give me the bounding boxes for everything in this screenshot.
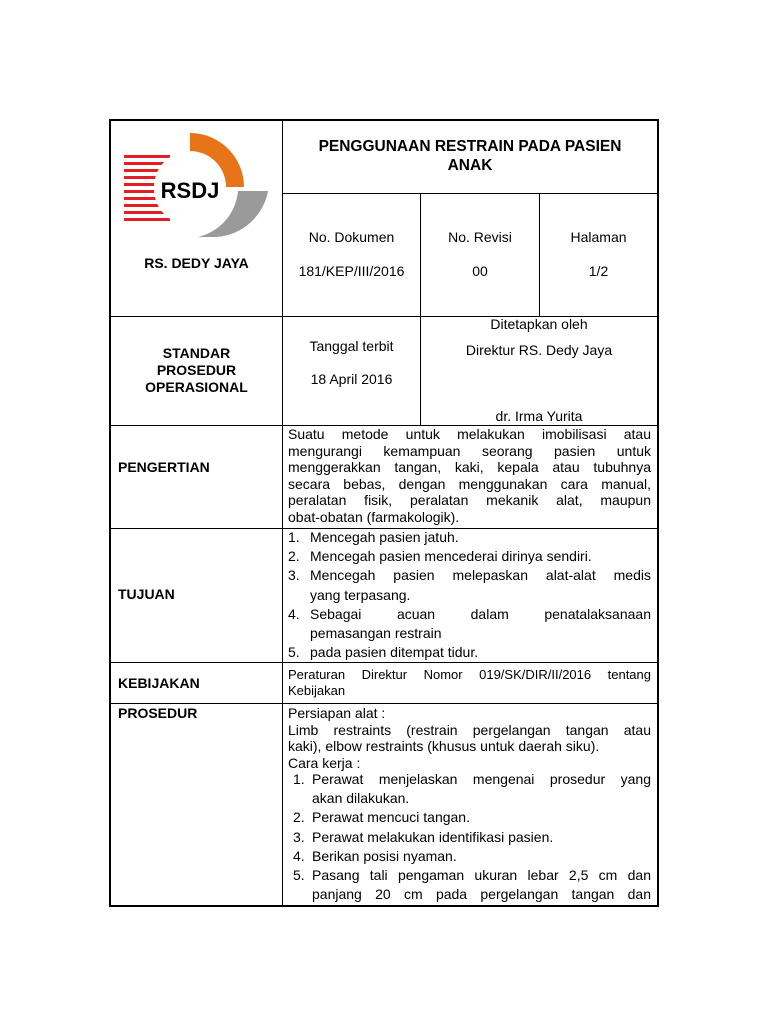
list-number: 3. [288,567,300,584]
list-number: 5. [293,867,305,884]
list-text: Sebagai acuan dalam penatalaksanaan [310,605,651,622]
list-text: panjang 20 cm pada pergelangan tangan dan [312,886,651,903]
no-revisi-label: No. Revisi [448,229,512,245]
list-number: 1. [293,771,305,787]
logo-text: RSDJ [160,178,220,203]
list-text: Mencegah pasien melepaskan alat-alat medis [310,567,651,584]
alat-line: kaki), elbow restraints (khusus untuk daerah siku). [288,738,600,754]
table-border-left [109,119,111,907]
direktur-title: Direktur RS. Dedy Jaya [465,342,613,358]
kebijakan-text [288,667,651,698]
no-dokumen-label: No. Dokumen [308,229,395,245]
kebijakan-label: KEBIJAKAN [118,675,200,691]
list-item [288,866,651,904]
list-text: Berikan posisi nyaman. [312,847,457,864]
pengertian-line: menggerakkan tangan, kaki, kepala atau tubuhnya [288,459,651,475]
tujuan-list [288,528,651,662]
list-number: 4. [293,847,305,864]
list-text: pada pasien ditempat tidur. [310,644,479,661]
row-divider-kebijakan [109,703,659,704]
kebijakan-line: Peraturan Direktur Nomor 019/SK/DIR/II/2016 tentang [288,667,651,682]
list-item [288,808,651,827]
list-text: pemasangan restrain [310,625,442,642]
list-number: 2. [293,809,305,826]
list-item [288,547,651,566]
list-item [288,528,651,547]
list-number: 5. [288,644,300,661]
row-divider-title [282,193,658,194]
list-text: Pasang tali pengaman ukuran lebar 2,5 cm dan [312,867,651,884]
col-divider-revisi [420,193,421,317]
prosedur-label: PROSEDUR [118,705,198,721]
list-text: Perawat mencuci tangan. [312,809,470,826]
list-text: akan dilakukan. [312,790,410,807]
list-text: Mencegah pasien mencederai dirinya sendiri. [310,548,592,565]
kebijakan-line: Kebijakan [288,682,346,698]
tujuan-label: TUJUAN [118,586,175,602]
sop-label-line1: STANDAR [162,345,231,361]
list-item [288,566,651,604]
pengertian-label: PENGERTIAN [118,459,210,475]
pengertian-line: mengurangi kemampuan seorang pasien untuk [288,442,651,459]
list-item [288,828,651,847]
list-number: 2. [288,548,300,565]
sop-label-line2: PROSEDUR [156,362,237,378]
no-dokumen-value: 181/KEP/III/2016 [298,263,405,279]
prosedur-steps [288,770,651,904]
halaman-value: 1/2 [588,263,609,279]
list-item [288,605,651,643]
pengertian-line: obat-obatan (farmakologik). [288,508,460,525]
document-title-line2: ANAK [447,157,493,174]
table-border-bottom [109,905,659,907]
cara-kerja: Cara kerja : [288,754,361,771]
persiapan-alat: Persiapan alat : [288,705,386,721]
prosedur-text [288,705,651,771]
no-revisi-value: 00 [472,263,488,279]
pengertian-line: peralatan fisik, peralatan mekanik alat, maupun [288,492,651,508]
table-border-right [657,119,659,907]
tanggal-terbit-value: 18 April 2016 [310,371,393,387]
tanggal-terbit-label: Tanggal terbit [309,338,394,354]
list-item [288,847,651,866]
hospital-name: RS. DEDY JAYA [144,255,249,271]
pengertian-line: secara bebas, dengan menggunakan cara manual, [288,475,651,492]
rsdj-logo [120,133,270,237]
signatory-name: dr. Irma Yurita [495,408,583,424]
table-border-top [109,119,659,121]
list-text: Perawat melakukan identifikasi pasien. [312,828,554,845]
list-number: 3. [293,828,305,845]
col-divider-halaman [539,193,540,317]
ditetapkan-oleh: Ditetapkan oleh [490,316,588,332]
document-title-line1: PENGGUNAAN RESTRAIN PADA PASIEN [318,138,622,155]
list-number: 1. [288,529,300,545]
alat-line: Limb restraints (restrain pergelangan tangan atau [288,721,651,738]
halaman-label: Halaman [570,229,627,245]
sop-label-line3: OPERASIONAL [145,379,248,395]
list-item [288,643,651,662]
pengertian-line: Suatu metode untuk melakukan imobilisasi atau [288,426,651,442]
list-item [288,770,651,808]
list-number: 4. [288,605,300,622]
list-text: Perawat menjelaskan mengenai prosedur yang [312,771,651,787]
pengertian-text [288,426,651,525]
list-text: Mencegah pasien jatuh. [310,529,459,545]
list-text: yang terpasang. [310,586,411,603]
